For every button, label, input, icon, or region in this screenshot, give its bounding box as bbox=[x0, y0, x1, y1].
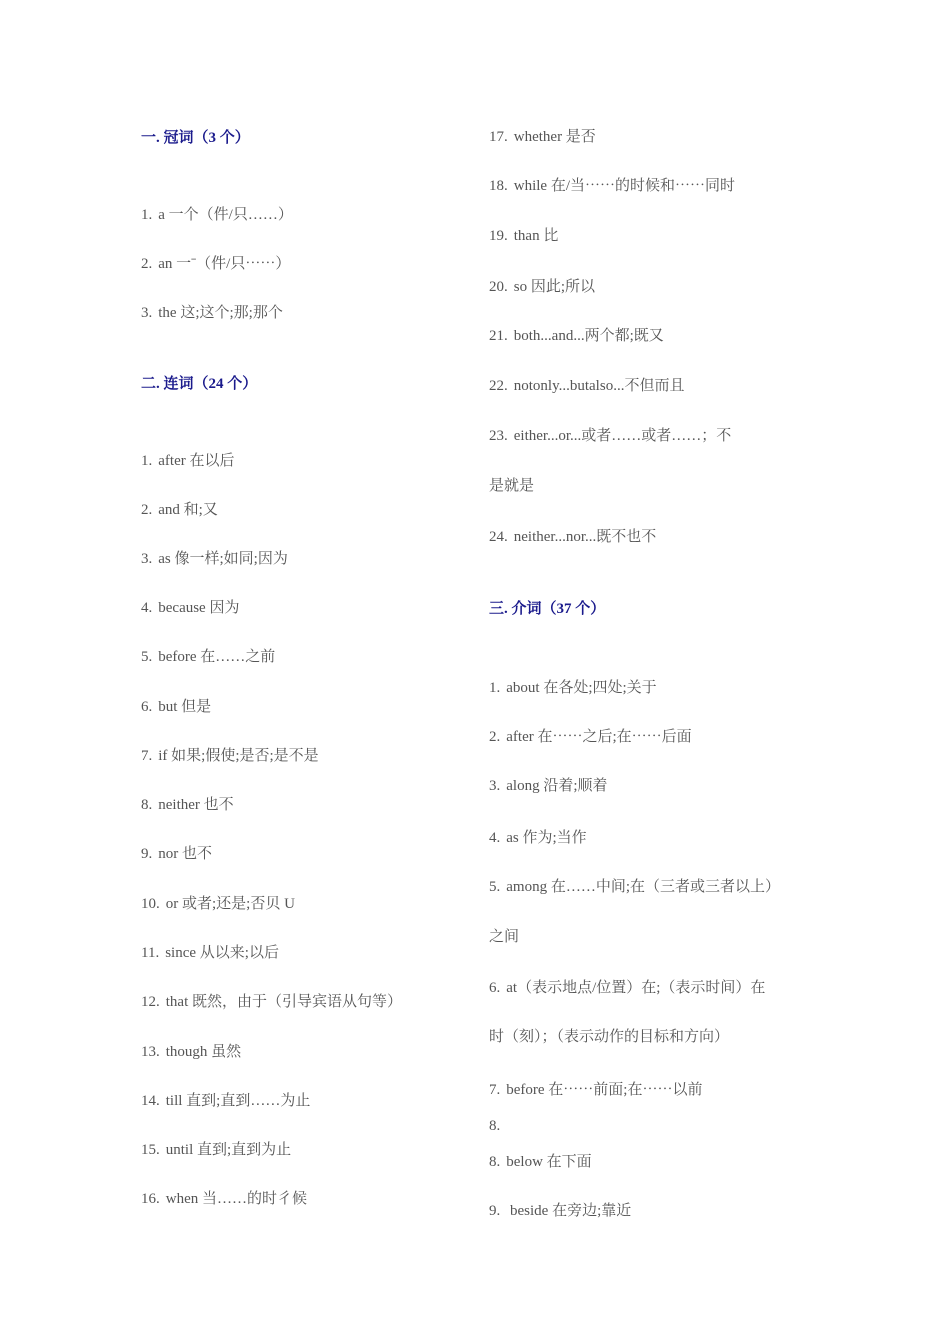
item-number: 17. bbox=[489, 129, 508, 145]
list-item bbox=[141, 894, 295, 914]
item-number: 1. bbox=[141, 453, 153, 469]
item-number: 13. bbox=[141, 1044, 160, 1060]
item-text: or 或者;还是;否贝 U bbox=[165, 896, 295, 912]
section-heading-conjunctions: 二. 连词（24 个） bbox=[141, 376, 258, 392]
item-text: along 沿着;顺着 bbox=[506, 778, 608, 794]
item-text: because 因为 bbox=[158, 600, 240, 616]
item-text: whether 是否 bbox=[513, 129, 596, 145]
item-text: if 如果;假使;是否;是不是 bbox=[158, 748, 319, 764]
item-text: nor 也不 bbox=[158, 846, 212, 862]
item-number: 3. bbox=[141, 305, 153, 321]
item-text: than 比 bbox=[513, 228, 559, 244]
list-item bbox=[141, 992, 402, 1012]
item-text: below 在下面 bbox=[506, 1154, 592, 1170]
list-item bbox=[489, 776, 608, 796]
item-number: 5. bbox=[489, 879, 501, 895]
list-item bbox=[489, 326, 664, 346]
item-number: 2. bbox=[141, 502, 153, 518]
item-number: 18. bbox=[489, 178, 508, 194]
list-item bbox=[489, 127, 596, 147]
item-text: neither...nor...既不也不 bbox=[513, 529, 657, 545]
list-item bbox=[141, 795, 234, 815]
item-number: 7. bbox=[489, 1082, 501, 1098]
item-number: 4. bbox=[141, 600, 153, 616]
list-item bbox=[141, 943, 279, 963]
item-number: 2. bbox=[489, 729, 501, 745]
list-item bbox=[141, 598, 239, 618]
list-item-continuation bbox=[489, 927, 519, 947]
list-item bbox=[489, 877, 780, 897]
item-number: 19. bbox=[489, 228, 508, 244]
item-number: 5. bbox=[141, 649, 153, 665]
item-text: 时（刻）；（表示动作的目标和方向） bbox=[489, 1029, 730, 1045]
list-item bbox=[141, 500, 218, 520]
item-text: as 作为;当作 bbox=[506, 830, 587, 846]
item-number: 3. bbox=[489, 778, 501, 794]
item-text: until 直到;直到为止 bbox=[165, 1142, 292, 1158]
list-item bbox=[141, 549, 288, 569]
item-text: so 因此;所以 bbox=[513, 279, 596, 295]
list-item bbox=[141, 697, 211, 717]
item-text: and 和;又 bbox=[158, 502, 218, 518]
list-item-empty bbox=[489, 1116, 506, 1136]
item-number: 8. bbox=[141, 797, 153, 813]
section-heading-prepositions: 三. 介词（37 个） bbox=[489, 601, 606, 617]
item-number: 8. bbox=[489, 1154, 501, 1170]
item-number: 6. bbox=[141, 699, 153, 715]
item-text: when 当……的时彳候 bbox=[165, 1191, 307, 1207]
list-item-continuation bbox=[489, 476, 534, 496]
list-item bbox=[489, 277, 595, 297]
list-item bbox=[489, 376, 684, 396]
list-item bbox=[141, 451, 234, 471]
item-number: 1. bbox=[489, 680, 501, 696]
item-text: 之间 bbox=[489, 929, 520, 945]
item-number: 10. bbox=[141, 896, 160, 912]
item-text: after 在以后 bbox=[158, 453, 235, 469]
list-item bbox=[141, 254, 290, 274]
item-text: 是就是 bbox=[489, 478, 535, 494]
item-number: 24. bbox=[489, 529, 508, 545]
item-text: the 这;这个;那;那个 bbox=[158, 305, 283, 321]
list-item-continuation bbox=[489, 1027, 729, 1047]
section-heading-articles: 一. 冠词（3 个） bbox=[141, 130, 250, 146]
list-item bbox=[489, 1201, 631, 1221]
list-item bbox=[141, 844, 212, 864]
list-item bbox=[141, 746, 319, 766]
item-text: as 像一样;如同;因为 bbox=[158, 551, 288, 567]
item-text: at（表示地点/位置）在;（表示时间）在 bbox=[506, 980, 766, 996]
item-number: 15. bbox=[141, 1142, 160, 1158]
list-item bbox=[489, 176, 735, 196]
item-number: 2. bbox=[141, 256, 153, 272]
item-text: either...or...或者……或者……；不 bbox=[513, 428, 732, 444]
list-item bbox=[141, 1189, 307, 1209]
list-item bbox=[489, 978, 765, 998]
item-number: 1. bbox=[141, 207, 153, 223]
item-text: an 一ˉ（件/只⋯⋯） bbox=[158, 256, 291, 272]
item-text: before 在⋯⋯前面;在⋯⋯以前 bbox=[506, 1082, 703, 1098]
item-number: 9. bbox=[489, 1203, 501, 1219]
item-text: since 从以来;以后 bbox=[165, 945, 279, 961]
item-text: while 在/当⋯⋯的时候和⋯⋯同时 bbox=[513, 178, 735, 194]
item-text: till 直到;直到……为止 bbox=[165, 1093, 311, 1109]
list-item bbox=[141, 205, 293, 225]
item-number: 23. bbox=[489, 428, 508, 444]
list-item bbox=[489, 426, 731, 446]
item-number: 3. bbox=[141, 551, 153, 567]
list-item bbox=[141, 1140, 291, 1160]
item-number: 20. bbox=[489, 279, 508, 295]
list-item bbox=[489, 828, 587, 848]
list-item bbox=[489, 527, 656, 547]
item-number: 21. bbox=[489, 328, 508, 344]
list-item bbox=[141, 1091, 310, 1111]
item-number: 14. bbox=[141, 1093, 160, 1109]
item-number: 22. bbox=[489, 378, 508, 394]
item-text: before 在……之前 bbox=[158, 649, 276, 665]
item-text: among 在……中间;在（三者或三者以上） bbox=[506, 879, 780, 895]
item-text: though 虽然 bbox=[165, 1044, 242, 1060]
item-text: neither 也不 bbox=[158, 797, 234, 813]
item-number: 8. bbox=[489, 1118, 501, 1134]
item-text: both...and...两个都;既又 bbox=[513, 328, 664, 344]
item-text: a 一个（件/只……） bbox=[158, 207, 293, 223]
list-item bbox=[141, 647, 275, 667]
item-number: 7. bbox=[141, 748, 153, 764]
item-text: but 但是 bbox=[158, 699, 212, 715]
item-text: beside 在旁边;靠近 bbox=[506, 1203, 632, 1219]
list-item bbox=[489, 1080, 702, 1100]
item-text: after 在⋯⋯之后;在⋯⋯后面 bbox=[506, 729, 692, 745]
list-item bbox=[489, 678, 657, 698]
item-number: 9. bbox=[141, 846, 153, 862]
list-item bbox=[489, 1152, 592, 1172]
item-number: 16. bbox=[141, 1191, 160, 1207]
list-item bbox=[489, 226, 558, 246]
item-number: 4. bbox=[489, 830, 501, 846]
list-item bbox=[141, 1042, 241, 1062]
item-text: about 在各处;四处;关于 bbox=[506, 680, 657, 696]
item-number: 11. bbox=[141, 945, 160, 961]
item-text: that 既然，由于（引导宾语从句等） bbox=[165, 994, 402, 1010]
list-item bbox=[489, 727, 692, 747]
list-item bbox=[141, 303, 283, 323]
item-number: 12. bbox=[141, 994, 160, 1010]
item-text: notonly...butalso...不但而且 bbox=[513, 378, 685, 394]
item-number: 6. bbox=[489, 980, 501, 996]
